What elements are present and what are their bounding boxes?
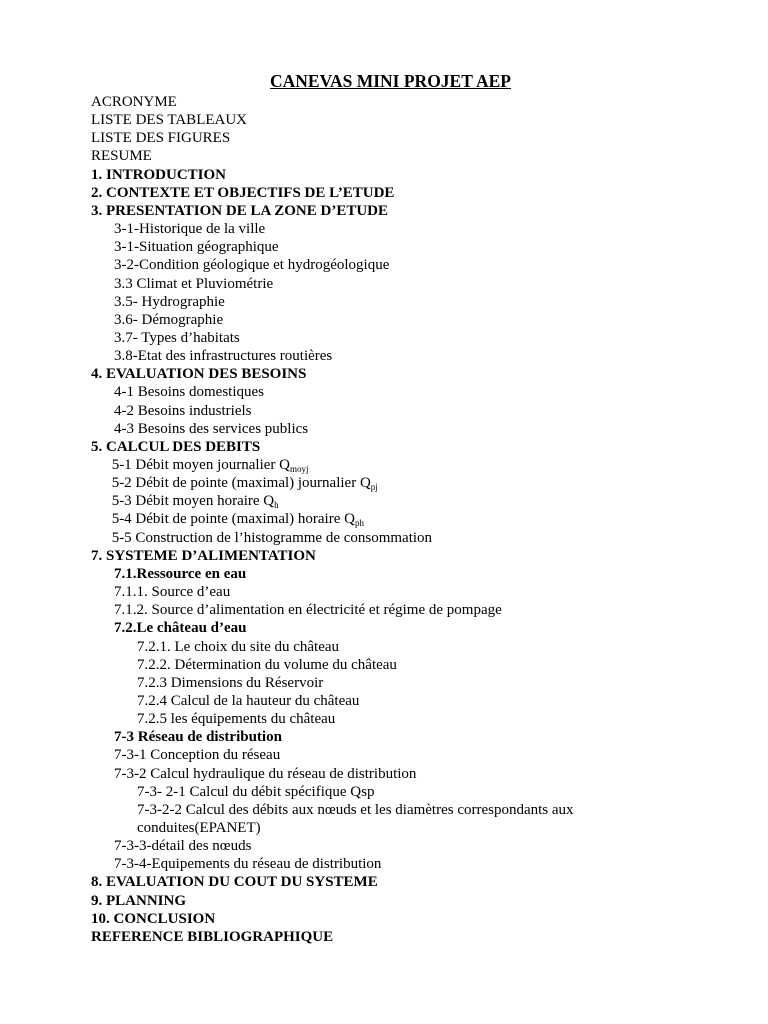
toc-line — [114, 347, 332, 365]
toc-line — [137, 638, 339, 656]
toc-line — [91, 547, 316, 565]
toc-line-text: conduites(EPANET) — [137, 820, 261, 836]
toc-line-text: 4-2 Besoins industriels — [114, 402, 252, 419]
toc-line-text: 7.2.2. Détermination du volume du château — [137, 656, 397, 673]
toc-line — [114, 420, 308, 438]
toc-line — [137, 674, 323, 692]
toc-line — [114, 837, 251, 855]
toc-line-text: 7.1.Ressource en eau — [114, 565, 247, 582]
toc-line-text: LISTE DES TABLEAUX — [91, 112, 248, 129]
toc-line — [114, 565, 246, 583]
toc-line — [114, 765, 416, 783]
toc-line-subscript: pj — [370, 482, 378, 493]
toc-line-text: RESUME — [91, 148, 152, 165]
toc-line-text: 2. CONTEXTE ET OBJECTIFS DE L’ETUDE — [91, 184, 395, 201]
toc-line-text: 3.7- Types d’habitats — [114, 329, 240, 346]
toc-line — [91, 202, 388, 220]
toc-line — [114, 402, 252, 420]
toc-line-text: 3-1-Situation géographique — [114, 239, 279, 256]
toc-line-text: LISTE DES FIGURES — [91, 130, 231, 147]
toc-line-text: 5-4 Débit de pointe (maximal) horaire Q — [111, 511, 355, 528]
toc-line — [91, 93, 177, 111]
toc-line — [137, 819, 261, 837]
toc-line-text: 10. CONCLUSION — [91, 910, 216, 927]
toc-line-text: 3. PRESENTATION DE LA ZONE D’ETUDE — [91, 202, 388, 219]
toc-line — [114, 238, 279, 256]
toc-line — [137, 801, 574, 819]
toc-line — [91, 928, 333, 946]
toc-line — [112, 474, 378, 492]
document-title: CANEVAS MINI PROJET AEP — [270, 71, 511, 91]
toc-line — [114, 583, 230, 601]
toc-line-text: 4-3 Besoins des services publics — [114, 420, 309, 437]
toc-line — [114, 746, 280, 764]
toc-line — [137, 656, 397, 674]
toc-line-text: 9. PLANNING — [91, 892, 187, 909]
toc-line-subscript: h — [274, 500, 279, 511]
toc-line-text: 7.1.1. Source d’eau — [114, 584, 231, 601]
toc-line-text: ACRONYME — [91, 94, 177, 110]
toc-line — [114, 220, 265, 238]
toc-line-subscript: moyj — [289, 464, 309, 474]
toc-line-text: 5-2 Débit de pointe (maximal) journalier Q — [111, 475, 371, 492]
toc-line-text: 5. CALCUL DES DEBITS — [91, 438, 261, 455]
toc-line-text: 7.2.1. Le choix du site du château — [137, 638, 340, 655]
toc-line-text: 7.2.4 Calcul de la hauteur du château — [137, 692, 360, 709]
toc-line-text: 7.1.2. Source d’alimentation en électricité et régime de pompage — [114, 602, 502, 619]
toc-line-text: 7-3- 2-1 Calcul du débit spécifique Qsp — [137, 783, 375, 800]
toc-line — [91, 111, 247, 129]
toc-line — [91, 184, 394, 202]
toc-line-text: 7-3-1 Conception du réseau — [114, 747, 281, 764]
toc-line — [91, 892, 186, 910]
toc-line-text: 3.3 Climat et Pluviométrie — [114, 275, 274, 292]
toc-line-text: 3.8-Etat des infrastructures routières — [114, 348, 333, 365]
toc-line-text: 4-1 Besoins domestiques — [114, 384, 264, 401]
toc-line — [114, 256, 389, 274]
toc-line — [112, 510, 364, 528]
toc-line — [137, 710, 335, 728]
toc-line-text: 5-1 Débit moyen journalier Q — [111, 457, 290, 473]
toc-line — [91, 438, 260, 456]
toc-line — [112, 492, 279, 510]
toc-line — [114, 275, 273, 293]
toc-line-text: 7.2.3 Dimensions du Réservoir — [137, 674, 324, 691]
toc-line-text: 7-3-3-détail des nœuds — [114, 838, 252, 855]
toc-line-text: 7-3-2 Calcul hydraulique du réseau de distribution — [114, 765, 417, 782]
toc-line — [114, 728, 282, 746]
toc-line-text: 8. EVALUATION DU COUT DU SYSTEME — [91, 874, 378, 891]
toc-line — [114, 855, 381, 873]
toc-line-text: 4. EVALUATION DES BESOINS — [91, 366, 307, 383]
toc-line — [114, 619, 247, 637]
toc-line — [112, 456, 309, 474]
toc-line — [91, 129, 230, 147]
toc-line-text: 3-1-Historique de la ville — [114, 221, 266, 238]
toc-line — [114, 311, 223, 329]
toc-line — [91, 147, 152, 165]
toc-line-text: 7. SYSTEME D’ALIMENTATION — [91, 547, 316, 564]
toc-line-text: 3.5- Hydrographie — [114, 293, 225, 310]
toc-line-text: 7.2.5 les équipements du château — [137, 711, 336, 728]
toc-line-text: 7-3-2-2 Calcul des débits aux nœuds et les diamètres correspondants aux — [137, 801, 574, 818]
toc-line — [137, 692, 359, 710]
toc-line-text: 1. INTRODUCTION — [91, 166, 227, 183]
toc-line — [137, 783, 374, 801]
toc-line — [112, 529, 432, 547]
toc-line-text: 5-3 Débit moyen horaire Q — [111, 493, 275, 510]
toc-line-text: 3.6- Démographie — [114, 311, 224, 328]
toc-line-text: REFERENCE BIBLIOGRAPHIQUE — [91, 928, 334, 945]
toc-line — [114, 601, 502, 619]
toc-line — [91, 873, 378, 891]
toc-line-text: 7-3-4-Equipements du réseau de distribution — [114, 856, 382, 873]
toc-line — [91, 910, 215, 928]
toc-line — [114, 293, 225, 311]
toc-line-text: 7-3 Réseau de distribution — [114, 729, 282, 746]
toc-line — [114, 329, 240, 347]
toc-line — [91, 166, 226, 184]
toc-line-text: 5-5 Construction de l’histogramme de consommation — [111, 529, 433, 546]
toc-line-subscript: ph — [354, 518, 364, 529]
toc-line-text: 7.2.Le château d’eau — [114, 620, 247, 637]
toc-line — [91, 365, 306, 383]
toc-line — [114, 383, 264, 401]
toc-line-text: 3-2-Condition géologique et hydrogéologique — [114, 257, 390, 274]
